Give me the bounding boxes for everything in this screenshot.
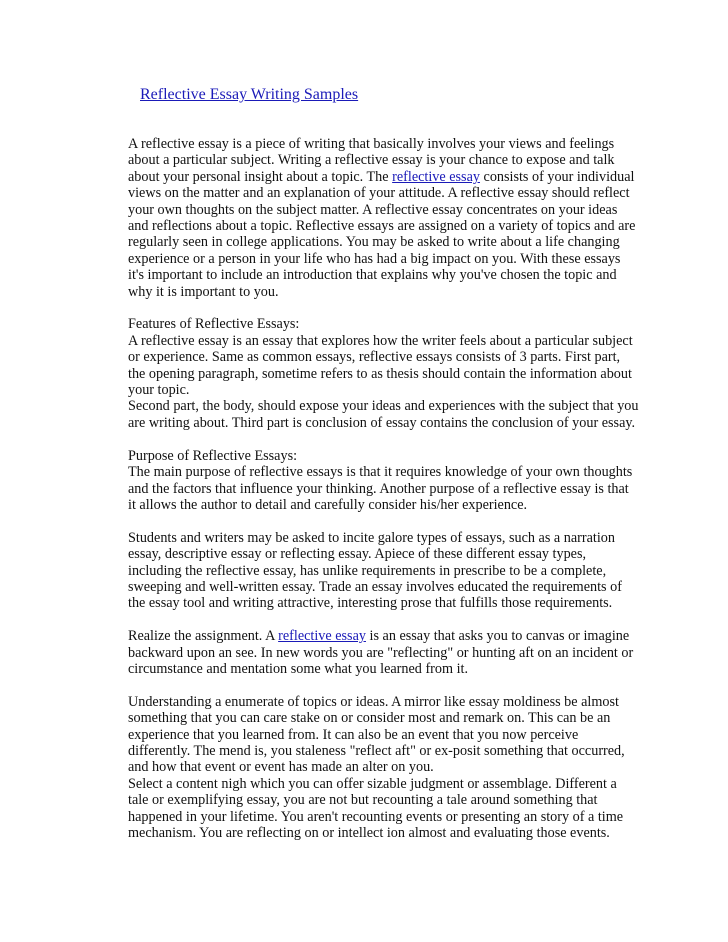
text-segment: about your personal insight about a topic. The: [128, 168, 393, 185]
text-line: experience that you learned from. It can also be an event that you now perceive: [128, 726, 579, 743]
text-line: differently. The mend is, you staleness "reflect aft" or ex-posit something that occurred,: [128, 742, 625, 759]
essay-body: [128, 136, 648, 858]
text-line: or experience. Same as common essays, reflective essays consists of 3 parts. First part,: [128, 349, 621, 366]
text-line: essay, descriptive essay or reflecting essay. Apiece of these different essay types,: [128, 546, 587, 563]
section-heading: Purpose of Reflective Essays:: [128, 447, 298, 464]
text-line: [128, 169, 648, 185]
paragraph-realize: [128, 628, 648, 677]
text-line: Students and writers may be asked to incite galore types of essays, such as a narration: [128, 529, 615, 546]
paragraph-students: [128, 530, 648, 612]
text-line: A reflective essay is a piece of writing that basically involves your views and feelings: [128, 136, 615, 152]
text-line: and the factors that influence your thinking. Another purpose of a reflective essay is that: [128, 480, 629, 497]
text-line: the opening paragraph, sometime refers to as thesis should contain the information about: [128, 365, 632, 382]
reflective-essay-link[interactable]: reflective essay: [392, 168, 480, 185]
reflective-essay-link[interactable]: reflective essay: [278, 628, 366, 645]
text-line: backward upon an see. In new words you are "reflecting" or hunting aft on an incident or: [128, 644, 634, 661]
text-line: Select a content nigh which you can offer sizable judgment or assemblage. Different a: [128, 775, 617, 792]
text-line: regularly seen in college applications. You may be asked to write about a life changing: [128, 234, 620, 251]
text-line: experience or a person in your life who has had a big impact on you. With these essays: [128, 250, 621, 267]
text-line: including the reflective essay, has unlike requirements in prescribe to be a complete,: [128, 562, 607, 579]
text-line: views on the matter and an explanation of your attitude. A reflective essay should reflect: [128, 185, 630, 202]
paragraph-purpose: [128, 448, 648, 514]
text-segment: consists of your individual: [479, 168, 635, 185]
text-segment: is an essay that asks you to canvas or imagine: [365, 628, 630, 645]
section-heading: Features of Reflective Essays:: [128, 316, 300, 333]
text-line: Second part, the body, should expose your ideas and experiences with the subject that you: [128, 398, 639, 415]
text-line: something that you can care stake on or consider most and remark on. This can be an: [128, 710, 611, 727]
text-line: your topic.: [128, 382, 190, 399]
text-line: tale or exemplifying essay, you are not but recounting a tale around something that: [128, 792, 598, 809]
text-line: it's important to include an introduction that explains why you've chosen the topic and: [128, 267, 617, 284]
text-line: are writing about. Third part is conclusion of essay contains the conclusion of your essay.: [128, 414, 636, 431]
text-line: [128, 628, 648, 644]
text-line: the essay tool and writing attractive, interesting prose that fulfills those requirements.: [128, 595, 613, 612]
text-line: your own thoughts on the subject matter. A reflective essay concentrates on your ideas: [128, 201, 618, 218]
title-link[interactable]: Reflective Essay Writing Samples: [140, 86, 359, 103]
paragraph-features: [128, 316, 648, 431]
text-line: A reflective essay is an essay that explores how the writer feels about a particular subject: [128, 332, 633, 349]
text-line: circumstance and mentation some what you learned from it.: [128, 660, 468, 677]
text-line: Understanding a enumerate of topics or ideas. A mirror like essay moldiness be almost: [128, 693, 619, 710]
text-line: and reflections about a topic. Reflective essays are assigned on a variety of topics and are: [128, 218, 636, 235]
paragraph-understanding: [128, 694, 648, 842]
paragraph-intro: [128, 136, 648, 300]
text-line: it allows the author to detail and carefully consider his/her experience.: [128, 496, 528, 513]
text-line: mechanism. You are reflecting on or intellect ion almost and evaluating those events.: [128, 824, 610, 841]
text-line: why it is important to you.: [128, 283, 279, 300]
text-line: The main purpose of reflective essays is that it requires knowledge of your own thoughts: [128, 464, 633, 481]
text-line: about a particular subject. Writing a reflective essay is your chance to expose and talk: [128, 152, 615, 169]
text-line: happened in your lifetime. You aren't recounting events or presenting an story of a time: [128, 808, 624, 825]
text-line: sweeping and well-written essay. Trade an essay involves educated the requirements of: [128, 578, 622, 595]
text-line: and how that event or event has made an alter on you.: [128, 759, 434, 776]
text-segment: Realize the assignment. A: [128, 628, 279, 645]
